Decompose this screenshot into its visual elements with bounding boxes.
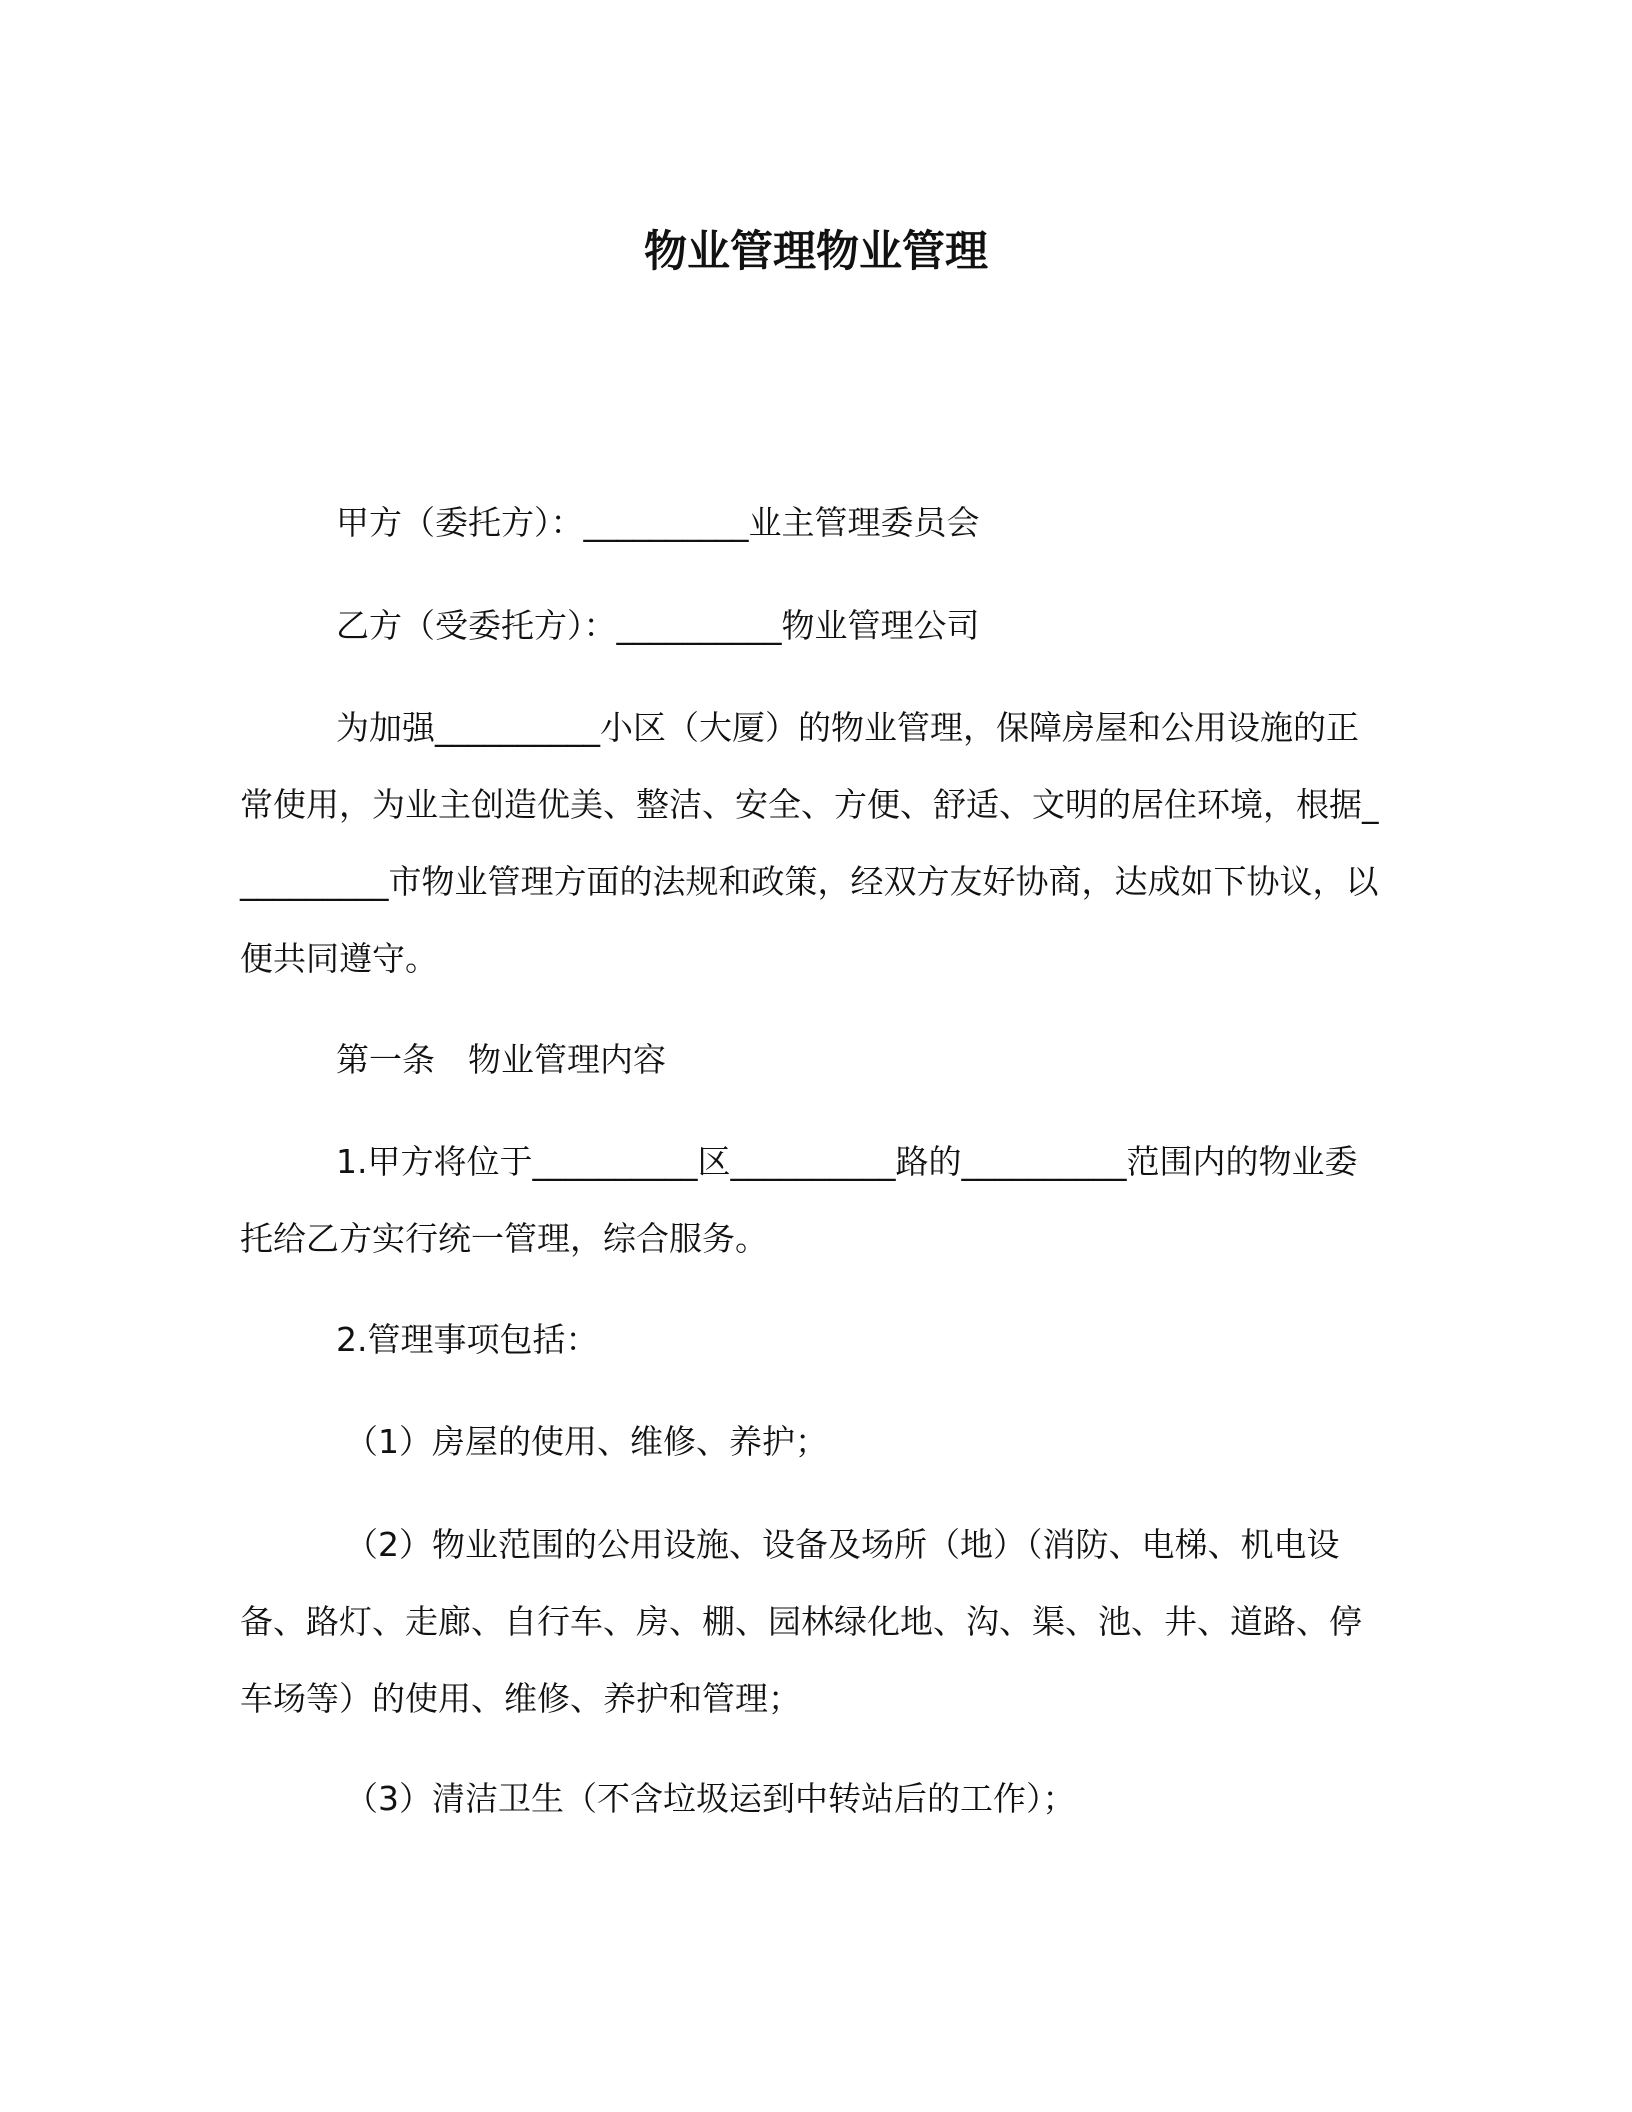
clause-2-paragraph: 2.管理事项包括： [336, 1320, 599, 1359]
document-title: 物业管理物业管理 [644, 227, 988, 277]
item-2-paragraph: （2）物业范围的公用设施、设备及场所（地）（消防、电梯、机电设备、路灯、走廊、自行车、房、棚、园林绿化地、沟、渠、池、井、道路、停车场等）的使用、维修、养护和管理； [240, 1525, 1362, 1718]
article-1-heading: 第一条 物业管理内容 [336, 1040, 666, 1079]
party-a-line: 甲方（委托方）：__________业主管理委员会 [336, 503, 980, 542]
clause-1-paragraph: 1.甲方将位于__________区__________路的__________范围内的物业委托给乙方实行统一管理，综合服务。 [240, 1142, 1358, 1258]
preamble-paragraph: 为加强__________小区（大厦）的物业管理，保障房屋和公用设施的正常使用，为业主创造优美、整洁、安全、方便、舒适、文明的居住环境，根据__________市物业管理方面的法规和政策，经双方友好协商，达成如下协议，以便共同遵守。 [240, 708, 1379, 978]
item-1-paragraph: （1）房屋的使用、维修、养护； [345, 1422, 828, 1461]
item-3-paragraph: （3）清洁卫生（不含垃圾运到中转站后的工作）； [345, 1779, 1076, 1818]
party-b-line: 乙方（受委托方）：__________物业管理公司 [336, 606, 980, 645]
